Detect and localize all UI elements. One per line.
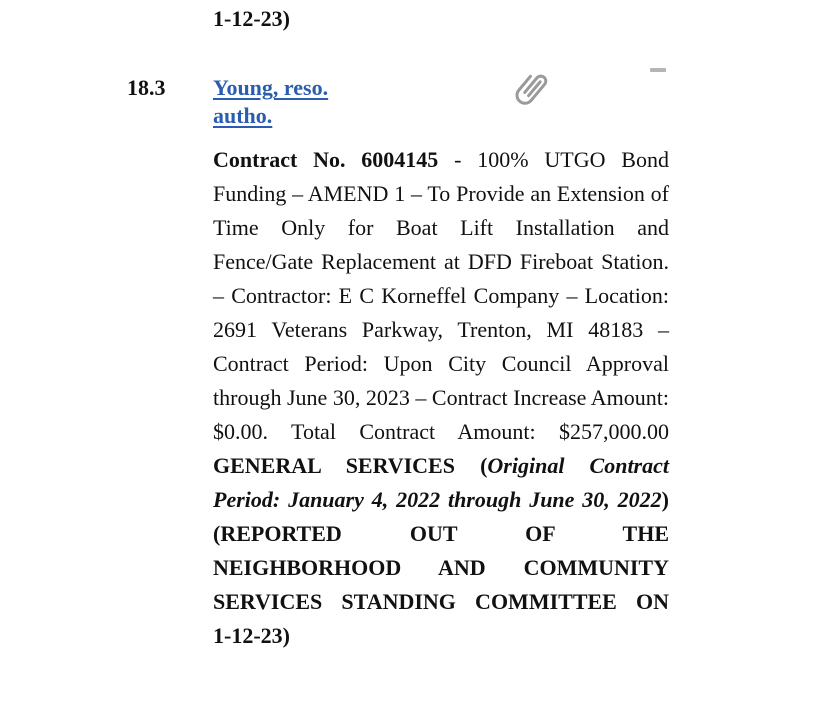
original-contract-period: Original Contract Period: January 4, 2022 through June 30, 2022 bbox=[213, 453, 669, 512]
contract-description: - 100% UTGO Bond Funding – AMEND 1 – To Provide an Extension of Time Only for Boat Lift Installation and Fence/Gate Replacement at DFD Fireboat Station. – Contractor: E C Korneffel Company – Location: 2691 Veterans Parkway, Trenton, MI 48183 – Contract Period: Upon City Council Approval through June 30, 2023 – Contract Increase Amount: $0.00. Total Contract Amount: $257,000.00 bbox=[213, 147, 669, 444]
sponsor-link-line-2: autho. bbox=[213, 103, 273, 128]
minus-icon[interactable] bbox=[650, 68, 666, 72]
report-date: 1-12-23) bbox=[213, 623, 290, 648]
previous-item-date-tail: 1-12-23) bbox=[213, 6, 290, 31]
contract-number: Contract No. 6004145 bbox=[213, 147, 439, 172]
sponsor-resolution-link[interactable] bbox=[213, 74, 393, 130]
department-name: GENERAL SERVICES ( bbox=[213, 453, 488, 478]
committee-report-note: ) (REPORTED OUT OF THE NEIGHBORHOOD AND COMMUNITY SERVICES STANDING COMMITTEE ON bbox=[213, 487, 669, 614]
item-number: 18.3 bbox=[127, 75, 166, 100]
sponsor-link-line-1: Young, reso. bbox=[213, 75, 329, 100]
paperclip-icon[interactable] bbox=[515, 68, 555, 108]
description-main-paragraph bbox=[213, 143, 669, 619]
item-description bbox=[213, 143, 669, 653]
